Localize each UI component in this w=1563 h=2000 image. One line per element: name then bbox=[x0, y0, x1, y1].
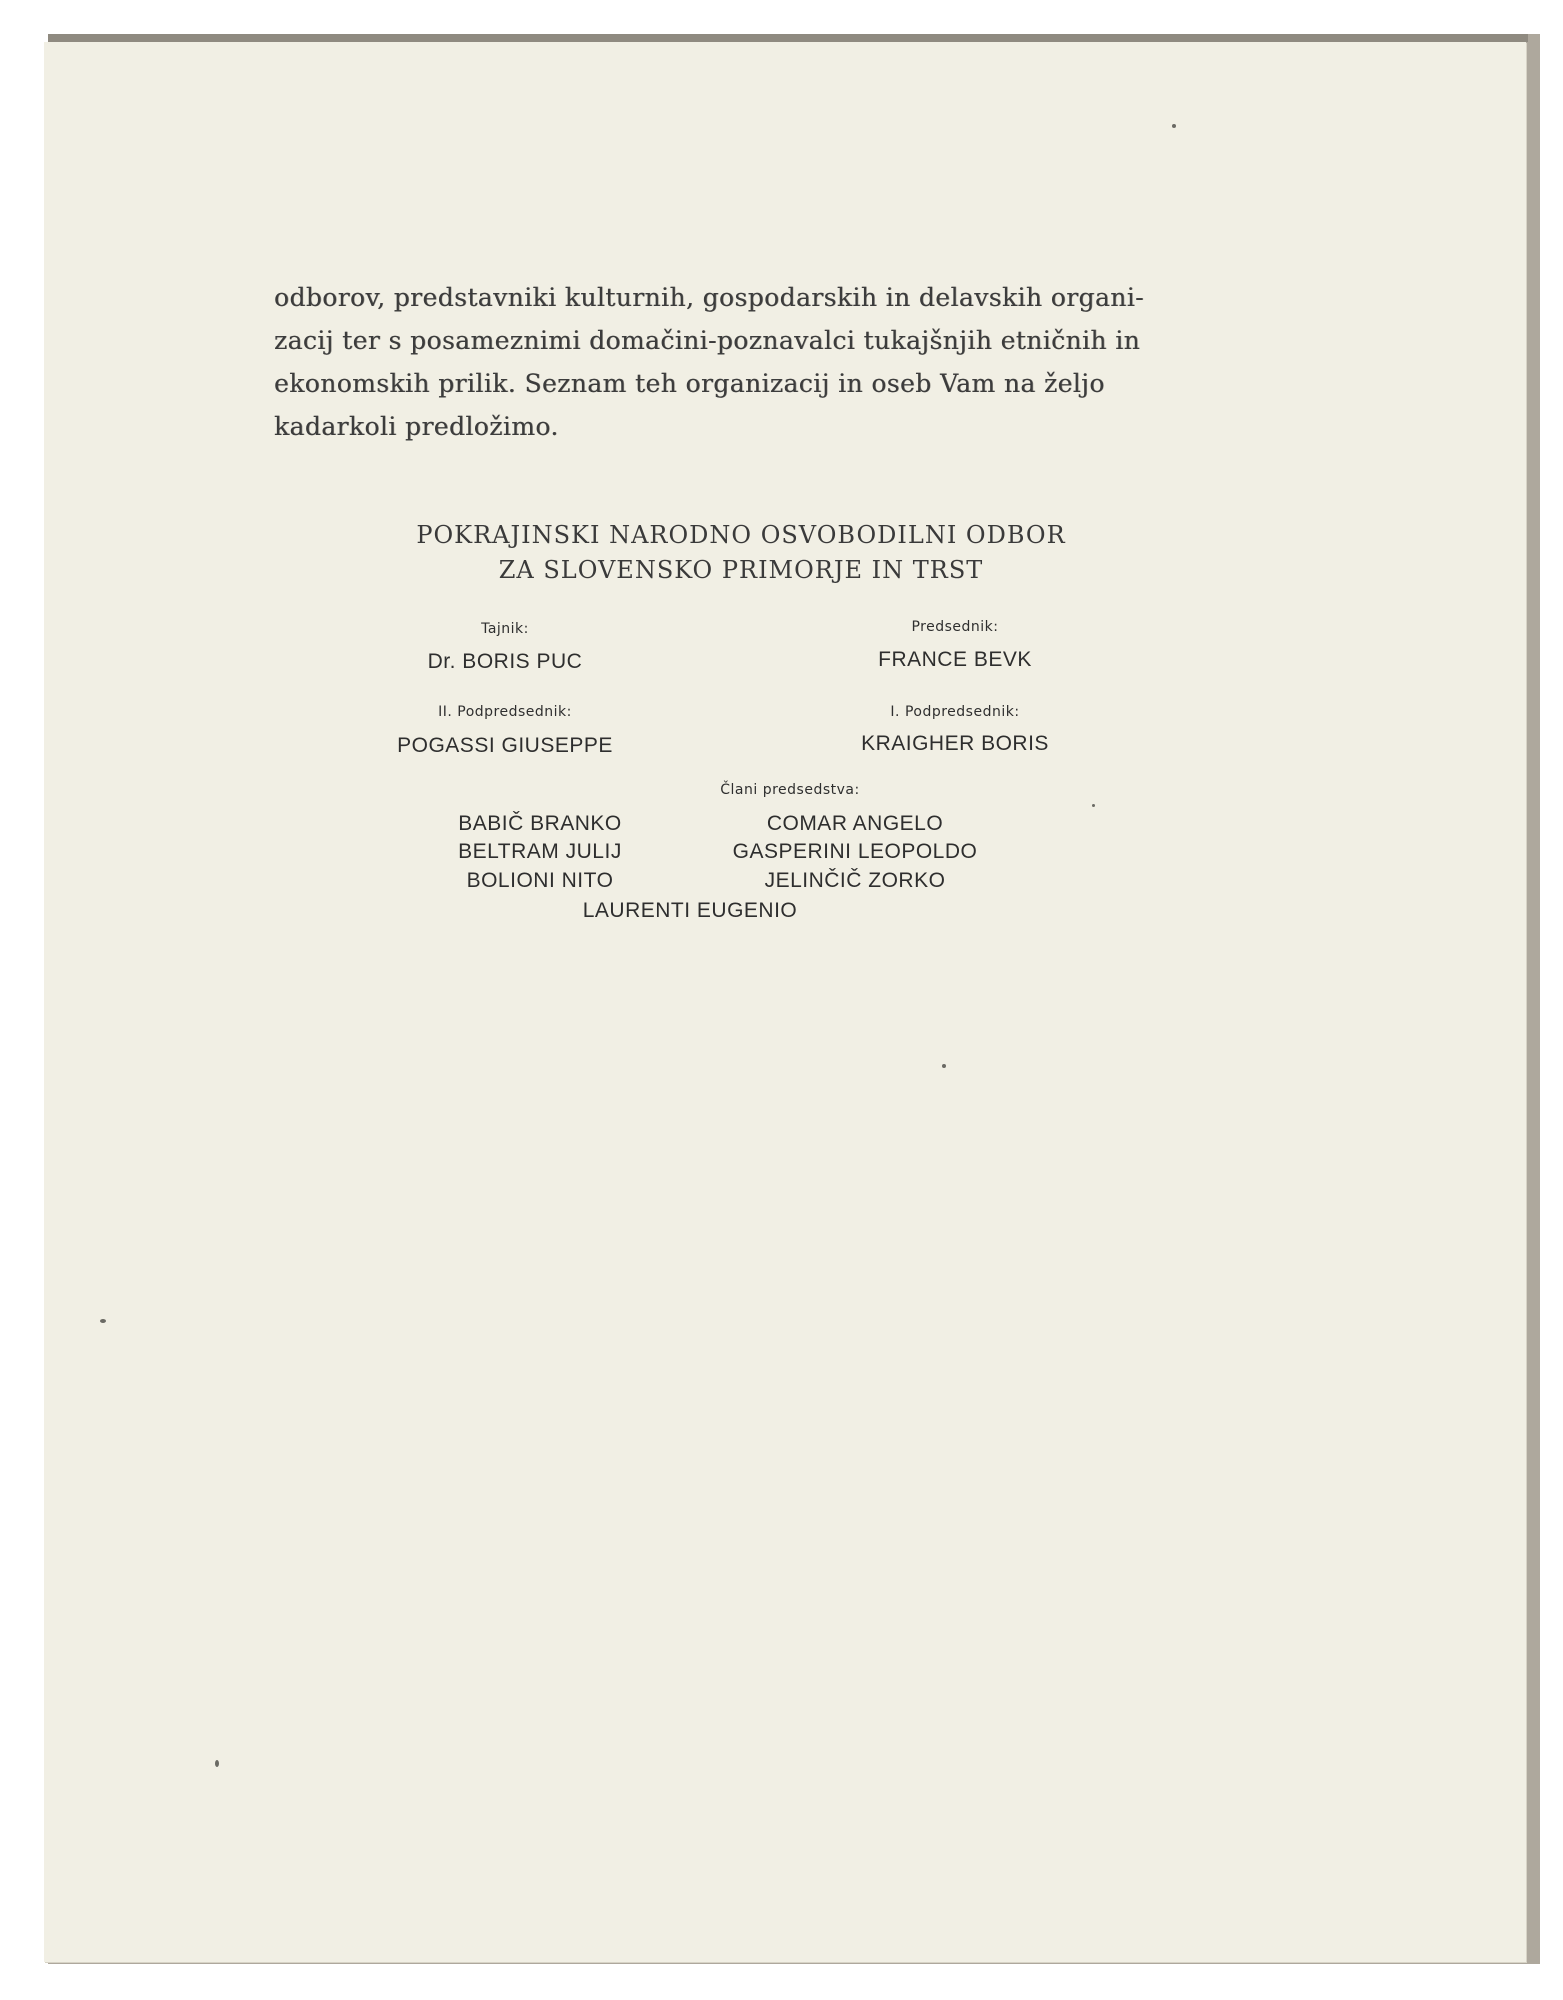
member-name: LAURENTI EUGENIO bbox=[582, 899, 798, 922]
paper-speck bbox=[1172, 124, 1176, 128]
member-name: GASPERINI LEOPOLDO bbox=[732, 840, 978, 863]
paragraph-line: zacij ter s posameznimi domačini-poznavalci tukajšnjih etničnih in bbox=[274, 326, 1141, 355]
org-title-line-2: ZA SLOVENSKO PRIMORJE IN TRST bbox=[498, 556, 984, 584]
predsednik-name: FRANCE BEVK bbox=[878, 648, 1032, 671]
tajnik-label: Tajnik: bbox=[481, 621, 529, 637]
second-vice-president-name: POGASSI GIUSEPPE bbox=[397, 734, 613, 757]
first-vice-president-label: I. Podpredsednik: bbox=[890, 704, 1020, 720]
paper-speck bbox=[215, 1760, 219, 1767]
paper-speck bbox=[100, 1319, 106, 1323]
tajnik-name: Dr. BORIS PUC bbox=[427, 650, 583, 673]
members-label: Člani predsedstva: bbox=[720, 782, 860, 798]
member-name: BELTRAM JULIJ bbox=[458, 840, 622, 863]
paragraph-line: ekonomskih prilik. Seznam teh organizacij in oseb Vam na željo bbox=[274, 369, 1105, 398]
member-name: COMAR ANGELO bbox=[766, 812, 944, 835]
member-name: BABIČ BRANKO bbox=[458, 812, 622, 835]
member-name: BOLIONI NITO bbox=[466, 869, 614, 892]
paper-speck bbox=[942, 1064, 946, 1068]
member-name: JELINČIČ ZORKO bbox=[764, 869, 946, 892]
predsednik-label: Predsednik: bbox=[911, 619, 999, 635]
second-vice-president-label: II. Podpredsednik: bbox=[438, 704, 572, 720]
paper-speck bbox=[1092, 804, 1095, 807]
org-title-line-1: POKRAJINSKI NARODNO OSVOBODILNI ODBOR bbox=[416, 521, 1066, 549]
body-paragraph bbox=[274, 276, 1208, 448]
paragraph-line: odborov, predstavniki kulturnih, gospodarskih in delavskih organi- bbox=[274, 283, 1145, 312]
paragraph-line: kadarkoli predložimo. bbox=[274, 412, 559, 441]
backing-sheet-edge bbox=[48, 34, 1528, 42]
first-vice-president-name: KRAIGHER BORIS bbox=[861, 732, 1049, 755]
